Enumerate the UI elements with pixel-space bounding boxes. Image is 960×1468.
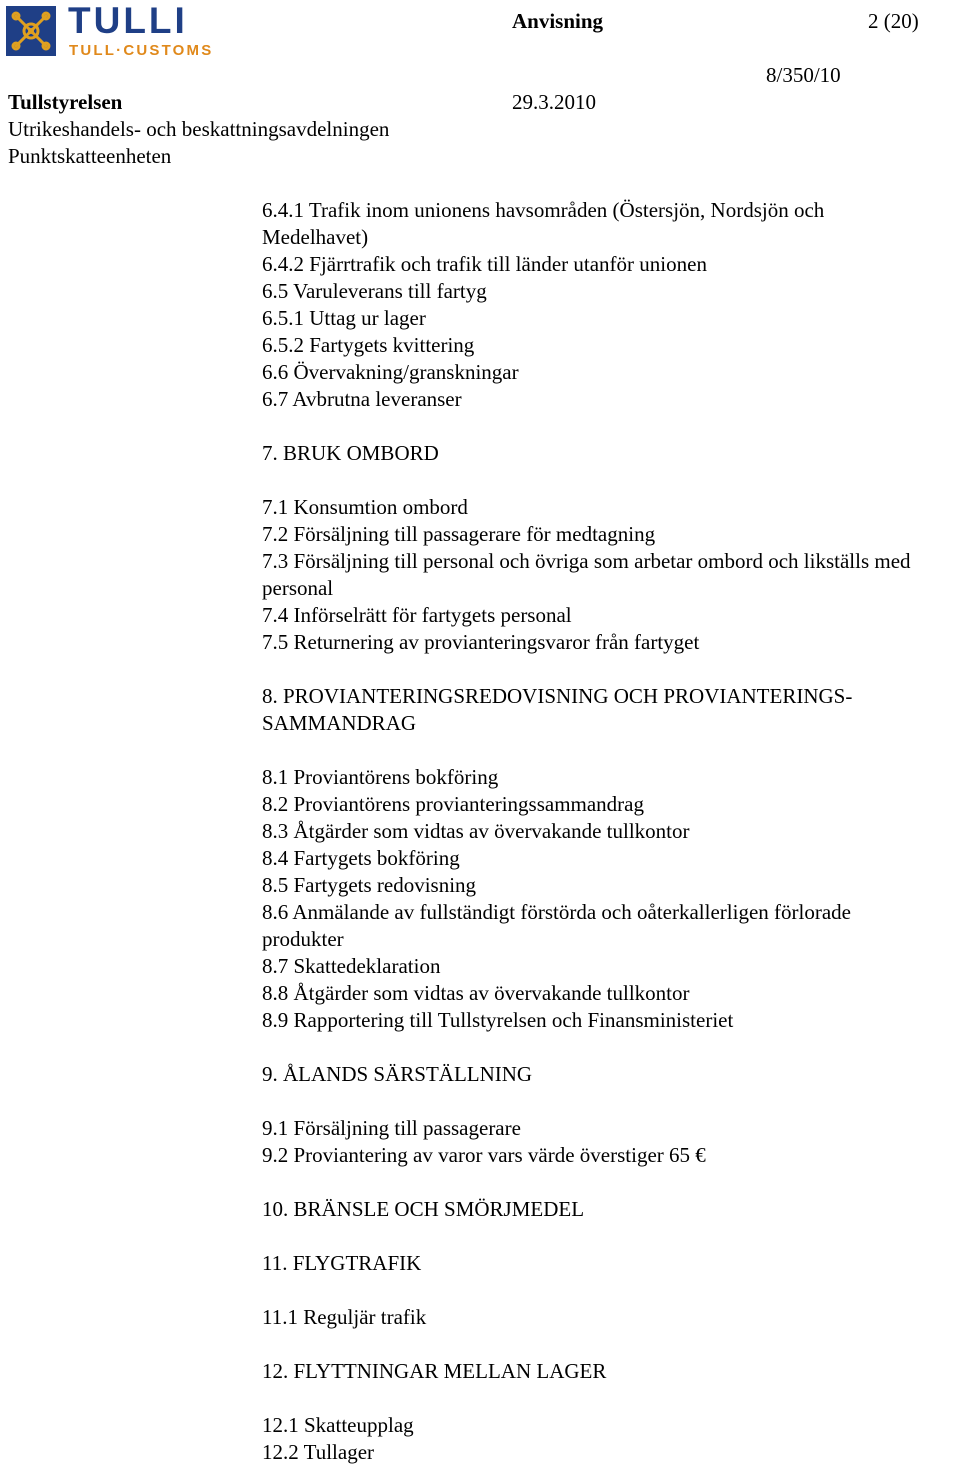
toc-entry: 8.9 Rapportering till Tullstyrelsen och Finansministeriet <box>262 1008 734 1032</box>
toc-entry: 6.4.2 Fjärrtrafik och trafik till länder utanför unionen <box>262 252 707 276</box>
toc-entry: 10. BRÄNSLE OCH SMÖRJMEDEL <box>262 1197 585 1221</box>
customs-emblem-icon <box>6 6 56 56</box>
toc-entry: 12.2 Tullager <box>262 1440 375 1464</box>
toc-entry: 8.5 Fartygets redovisning <box>262 873 477 897</box>
toc-entry: 7. BRUK OMBORD <box>262 441 439 465</box>
department: Utrikeshandels- och beskattningsavdelningen <box>8 117 390 141</box>
toc-entry: 11. FLYGTRAFIK <box>262 1251 422 1275</box>
toc-entry: 7.2 Försäljning till passagerare för medtagning <box>262 522 656 546</box>
toc-entry: 12.1 Skatteupplag <box>262 1413 414 1437</box>
toc-entry: 6.7 Avbrutna leveranser <box>262 387 462 411</box>
toc-entry: 8.1 Proviantörens bokföring <box>262 765 499 789</box>
toc-entry: 8.6 Anmälande av fullständigt förstörda och oåterkallerligen förlorade produkter <box>262 900 851 951</box>
toc-entry: 11.1 Reguljär trafik <box>262 1305 427 1329</box>
tulli-logo <box>6 0 256 62</box>
toc-entry: 8.4 Fartygets bokföring <box>262 846 460 870</box>
toc-entry: 7.5 Returnering av provianteringsvaror från fartyget <box>262 630 700 654</box>
unit: Punktskatteenheten <box>8 144 172 168</box>
toc-entry: 9.2 Proviantering av varor vars värde överstiger 65 € <box>262 1143 706 1167</box>
doc-type: Anvisning <box>512 9 604 33</box>
toc-entry: 8.7 Skattedeklaration <box>262 954 441 978</box>
toc-entry: 7.1 Konsumtion ombord <box>262 495 468 519</box>
toc-entry: 6.5.2 Fartygets kvittering <box>262 333 475 357</box>
toc-entry: 7.3 Försäljning till personal och övriga som arbetar ombord och likställs med personal <box>262 549 911 600</box>
page-number: 2 (20) <box>868 9 919 33</box>
toc-entry: 12. FLYTTNINGAR MELLAN LAGER <box>262 1359 607 1383</box>
toc-entry: 8.8 Åtgärder som vidtas av övervakande tullkontor <box>262 981 690 1005</box>
toc-entry: 8.2 Proviantörens provianteringssammandrag <box>262 792 644 816</box>
toc-entry: 8. PROVIANTERINGSREDOVISNING OCH PROVIANTERINGS-SAMMANDRAG <box>262 684 853 735</box>
table-of-contents <box>262 197 926 1466</box>
document-date: 29.3.2010 <box>512 90 596 114</box>
toc-entry: 9. ÅLANDS SÄRSTÄLLNING <box>262 1062 533 1086</box>
toc-entry: 6.5.1 Uttag ur lager <box>262 306 426 330</box>
toc-entry: 6.5 Varuleverans till fartyg <box>262 279 487 303</box>
toc-entry: 6.4.1 Trafik inom unionens havsområden (Östersjön, Nordsjön och Medelhavet) <box>262 198 825 249</box>
organization: Tullstyrelsen <box>8 90 123 114</box>
toc-entry: 8.3 Åtgärder som vidtas av övervakande tullkontor <box>262 819 690 843</box>
logo-title: TULLI <box>68 0 188 41</box>
reference-number: 8/350/10 <box>766 63 841 87</box>
toc-entry: 7.4 Införselrätt för fartygets personal <box>262 603 572 627</box>
toc-entry: 6.6 Övervakning/granskningar <box>262 360 519 384</box>
toc-entry: 9.1 Försäljning till passagerare <box>262 1116 521 1140</box>
logo-subtitle: TULL·CUSTOMS <box>69 42 214 59</box>
